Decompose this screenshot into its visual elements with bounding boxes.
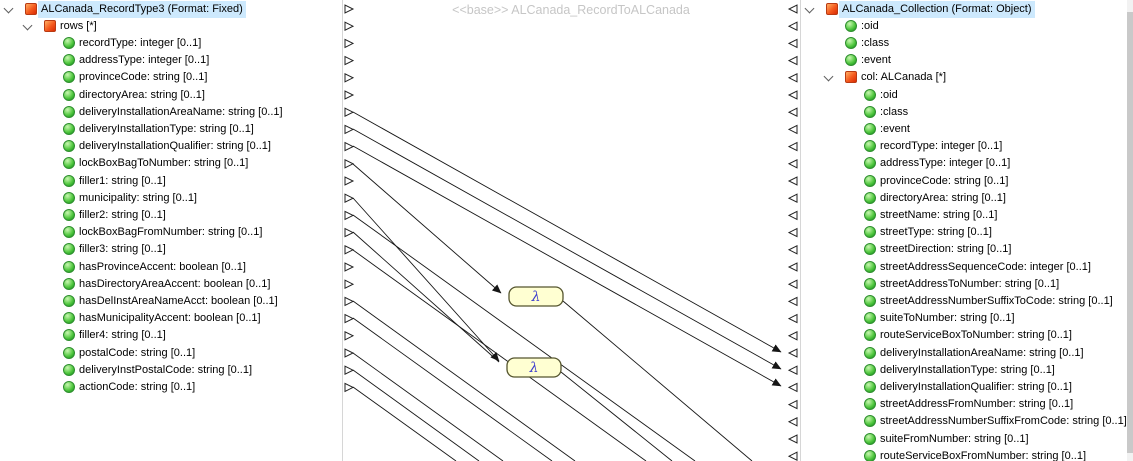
input-port-icon[interactable] [789,229,797,237]
tree-item-label: :class [861,36,890,49]
field-icon [864,123,876,135]
tree-item-label: streetAddressNumberSuffixFromCode: string [0..1] [880,415,1127,428]
input-port-icon[interactable] [789,143,797,151]
field-icon [845,37,857,49]
tree-item-oid[interactable] [801,18,1127,35]
tree-item-streetaddresssequencecode[interactable] [801,259,1127,276]
field-icon [864,175,876,187]
tree-item-label: deliveryInstallationQualifier: string [0..1] [79,140,271,153]
field-icon [864,450,876,461]
field-icon [845,20,857,32]
mapping-link[interactable] [353,164,501,293]
field-icon [864,329,876,341]
tree-item-label: deliveryInstallationType: string [0..1] [880,363,1055,376]
output-port-icon[interactable] [345,22,353,30]
input-port-icon[interactable] [789,297,797,305]
tree-item-label: provinceCode: string [0..1] [880,174,1009,187]
field-icon [864,278,876,290]
tree-item-col[interactable] [801,69,1127,86]
output-port-icon[interactable] [345,229,353,237]
field-icon [864,295,876,307]
tree-item-label: deliveryInstallationAreaName: string [0..1] [79,105,283,118]
mapping-link[interactable] [353,370,479,461]
input-port-icon[interactable] [789,211,797,219]
tree-item-label: recordType: integer [0..1] [880,140,1003,153]
tree-item-label: streetAddressNumberSuffixToCode: string [0..1] [880,294,1113,307]
input-port-icon[interactable] [789,263,797,271]
input-port-icon[interactable] [789,418,797,426]
tree-item-label: addressType: integer [0..1] [880,157,1011,170]
vertical-scrollbar[interactable] [1127,0,1133,461]
tree-item-label: rows [*] [60,19,97,32]
tree-item-routeserviceboxfromnumber[interactable] [801,448,1127,461]
tree-item-label: deliveryInstallationQualifier: string [0..1] [880,380,1072,393]
mapping-link[interactable] [353,146,781,386]
tree-item-streettype[interactable] [801,224,1127,241]
field-icon [845,54,857,66]
tree-item-label: postalCode: string [0..1] [79,346,196,359]
field-icon [864,261,876,273]
output-port-icon[interactable] [345,263,353,271]
tree-item-label: routeServiceBoxFromNumber: string [0..1] [880,449,1087,461]
field-icon [864,192,876,204]
output-port-icon[interactable] [345,177,353,185]
output-port-icon[interactable] [345,57,353,65]
field-icon [864,433,876,445]
lambda-function-node[interactable] [509,287,563,306]
tree-item-label: deliveryInstPostalCode: string [0..1] [79,363,253,376]
input-port-icon[interactable] [789,349,797,357]
tree-item-label: col: ALCanada [*] [861,71,947,84]
tree-item-label: ALCanada_RecordType3 (Format: Fixed) [38,1,246,18]
tree-item-streetdirection[interactable] [801,241,1127,258]
input-port-icon[interactable] [789,332,797,340]
tree-item-label: directoryArea: string [0..1] [880,191,1006,204]
tree-item-label: ALCanada_Collection (Format: Object) [839,1,1035,18]
input-port-icon[interactable] [789,74,797,82]
tree-item-label: directoryArea: string [0..1] [79,88,205,101]
output-port-icon[interactable] [345,383,353,391]
input-port-icon[interactable] [789,39,797,47]
tree-item-addresstype[interactable] [801,155,1127,172]
tree-item-suitetonumber[interactable] [801,310,1127,327]
output-port-icon[interactable] [345,125,353,133]
output-port-icon[interactable] [345,160,353,168]
tree-item-label: :oid [880,88,898,101]
tree-item-label: lockBoxBagToNumber: string [0..1] [79,157,249,170]
field-icon [864,415,876,427]
output-port-icon[interactable] [345,297,353,305]
tree-item-label: suiteFromNumber: string [0..1] [880,432,1029,445]
input-port-icon[interactable] [789,383,797,391]
tree-item-class[interactable] [801,104,1127,121]
tree-item-label: :class [880,105,909,118]
tree-item-label: suiteToNumber: string [0..1] [880,312,1015,325]
input-port-icon[interactable] [789,246,797,254]
record-node-icon [845,71,857,83]
input-port-icon[interactable] [789,366,797,374]
tree-item-label: :oid [861,19,879,32]
tree-item-label: hasDelInstAreaNameAcct: boolean [0..1] [79,294,278,307]
tree-item-label: routeServiceBoxToNumber: string [0..1] [880,329,1072,342]
tree-item-label: streetAddressToNumber: string [0..1] [880,277,1060,290]
tree-item-event[interactable] [801,121,1127,138]
field-icon [864,364,876,376]
target-tree-panel [801,0,1127,461]
mapping-link[interactable] [353,198,499,361]
field-icon [864,381,876,393]
input-port-icon[interactable] [789,194,797,202]
tree-item-streetaddressnumbersuffixfromcode[interactable] [801,413,1127,430]
output-port-icon[interactable] [345,349,353,357]
tree-item-streetname[interactable] [801,207,1127,224]
input-port-icon[interactable] [789,452,797,460]
chevron-down-icon[interactable] [805,3,815,13]
tree-item-label: filler2: string [0..1] [79,208,166,221]
field-icon [864,347,876,359]
input-port-icon[interactable] [789,22,797,30]
input-port-icon[interactable] [789,125,797,133]
lambda-function-node[interactable] [507,358,561,377]
tree-item-label: deliveryInstallationAreaName: string [0..1] [880,346,1084,359]
tree-item-label: recordType: integer [0..1] [79,36,202,49]
input-port-icon[interactable] [789,160,797,168]
output-port-icon[interactable] [345,5,353,13]
tree-item-label: streetAddressSequenceCode: integer [0..1] [880,260,1091,273]
tree-item-label: hasProvinceAccent: boolean [0..1] [79,260,246,273]
tree-item-label: actionCode: string [0..1] [79,380,196,393]
mapping-link[interactable] [353,232,499,362]
tree-item-suitefromnumber[interactable] [801,431,1127,448]
scrollbar-thumb[interactable] [1127,12,1133,453]
tree-item-label: addressType: integer [0..1] [79,54,210,67]
tree-item-deliveryinstallationtype[interactable] [801,362,1127,379]
mapping-link[interactable] [353,387,456,461]
field-icon [864,312,876,324]
input-port-icon[interactable] [789,401,797,409]
output-port-icon[interactable] [345,194,353,202]
tree-item-label: lockBoxBagFromNumber: string [0..1] [79,226,263,239]
tree-item-label: streetName: string [0..1] [880,208,998,221]
output-port-icon[interactable] [345,108,353,116]
input-port-icon[interactable] [789,280,797,288]
mapping-link[interactable] [353,318,552,461]
input-port-icon[interactable] [789,108,797,116]
mapping-link[interactable] [561,372,672,461]
tree-item-directoryarea[interactable] [801,190,1127,207]
input-port-icon[interactable] [789,177,797,185]
mapping-link[interactable] [353,129,781,369]
tree-item-oid[interactable] [801,87,1127,104]
tree-item-provincecode[interactable] [801,173,1127,190]
mapping-link[interactable] [353,250,646,461]
field-icon [864,106,876,118]
tree-item-event[interactable] [801,52,1127,69]
tree-item-streetaddressfromnumber[interactable] [801,396,1127,413]
tree-item-label: provinceCode: string [0..1] [79,71,208,84]
tree-item-recordtype[interactable] [801,138,1127,155]
mapping-link[interactable] [353,301,575,461]
left-panel-divider [342,0,343,461]
tree-item-label: filler1: string [0..1] [79,174,166,187]
field-icon [864,140,876,152]
output-port-icon[interactable] [345,332,353,340]
tree-item-label: deliveryInstallationType: string [0..1] [79,122,254,135]
field-icon [864,243,876,255]
output-port-icon[interactable] [345,315,353,323]
field-icon [864,226,876,238]
lambda-symbol: λ [529,360,539,376]
tree-item-deliveryinstallationqualifier[interactable] [801,379,1127,396]
output-port-icon[interactable] [345,143,353,151]
tree-item-streetaddressnumbersuffixtocode[interactable] [801,293,1127,310]
output-port-icon[interactable] [345,91,353,99]
tree-item-label: filler3: string [0..1] [79,243,166,256]
mapping-link[interactable] [563,301,752,461]
chevron-down-icon[interactable] [824,72,834,82]
output-port-icon[interactable] [345,246,353,254]
output-port-icon[interactable] [345,211,353,219]
lambda-symbol: λ [531,289,541,305]
input-port-icon[interactable] [789,57,797,65]
tree-item-label: municipality: string [0..1] [79,191,197,204]
tree-item-label: filler4: string [0..1] [79,329,166,342]
output-port-icon[interactable] [345,366,353,374]
tree-item-label: streetAddressFromNumber: string [0..1] [880,398,1074,411]
tree-item-class[interactable] [801,35,1127,52]
tree-item-streetaddresstonumber[interactable] [801,276,1127,293]
field-icon [864,89,876,101]
output-port-icon[interactable] [345,39,353,47]
mapping-link[interactable] [353,353,503,461]
tree-item-label: streetType: string [0..1] [880,226,992,239]
tree-item-label: :event [880,122,910,135]
tree-item-routeserviceboxtonumber[interactable] [801,327,1127,344]
field-icon [864,157,876,169]
tree-item-label: :event [861,54,891,67]
tree-item-label: hasDirectoryAreaAccent: boolean [0..1] [79,277,271,290]
input-port-icon[interactable] [789,91,797,99]
tree-item-deliveryinstallationareaname[interactable] [801,345,1127,362]
record-node-icon [826,3,838,15]
field-icon [864,209,876,221]
field-icon [864,398,876,410]
tree-item-label: streetDirection: string [0..1] [880,243,1012,256]
input-port-icon[interactable] [789,5,797,13]
input-port-icon[interactable] [789,315,797,323]
input-port-icon[interactable] [789,435,797,443]
map-title: <<base>> ALCanada_RecordToALCanada [452,3,690,17]
tree-item-alcanada-collection-format[interactable] [801,1,1127,18]
tree-item-label: hasMunicipalityAccent: boolean [0..1] [79,312,261,325]
mapping-link[interactable] [353,112,781,352]
output-port-icon[interactable] [345,74,353,82]
output-port-icon[interactable] [345,280,353,288]
